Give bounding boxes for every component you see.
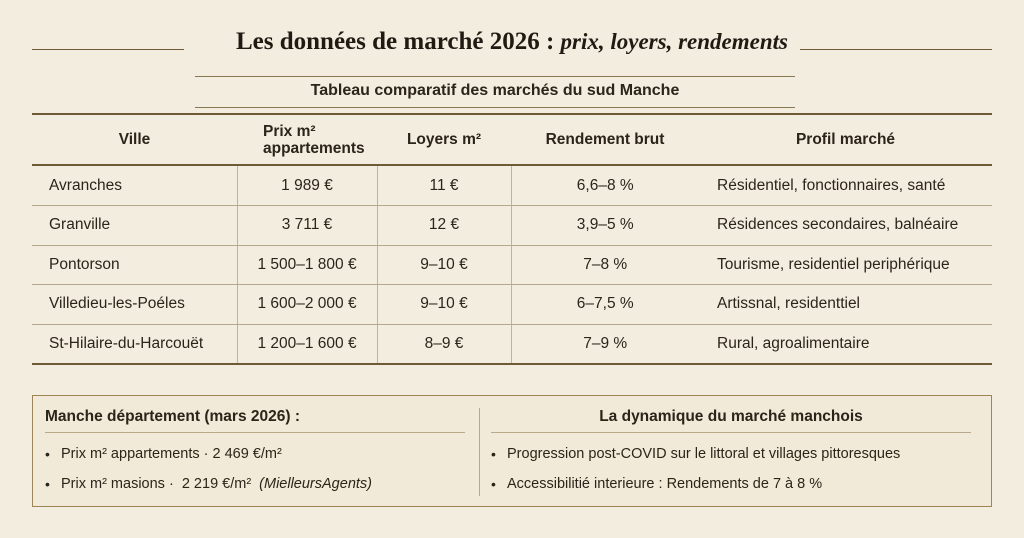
cell-prix: 1 500–1 800 € bbox=[237, 245, 377, 285]
summary-box bbox=[32, 395, 992, 507]
departement-item-label: Prix m² masions · 2 219 €/m² bbox=[61, 476, 252, 492]
cell-ville: St-Hilaire-du-Harcouët bbox=[32, 324, 237, 364]
bullet-icon: • bbox=[491, 446, 496, 462]
dynamique-rule bbox=[491, 432, 971, 433]
cell-loyer: 12 € bbox=[377, 206, 511, 246]
header-loyers: Loyers m² bbox=[406, 131, 482, 148]
subtitle-rule-bottom bbox=[195, 107, 795, 108]
cell-rendement: 6,6–8 % bbox=[511, 166, 699, 206]
header-prix-line1: Prix m² bbox=[263, 122, 316, 140]
table-row bbox=[32, 166, 992, 206]
cell-profil: Résidentiel, fonctionnaires, santé bbox=[699, 166, 992, 206]
cell-prix: 1 989 € bbox=[237, 166, 377, 206]
page-title-main: Les données de marché 2026 : bbox=[236, 28, 555, 55]
cell-loyer: 8–9 € bbox=[377, 324, 511, 364]
page-header bbox=[32, 22, 992, 62]
cell-prix: 3 711 € bbox=[237, 206, 377, 246]
dynamique-panel bbox=[491, 404, 971, 499]
table-row bbox=[32, 245, 992, 285]
cell-prix: 1 200–1 600 € bbox=[237, 324, 377, 364]
bullet-icon: • bbox=[45, 446, 50, 462]
cell-rendement: 7–8 % bbox=[511, 245, 699, 285]
cell-profil: Résidences secondaires, balnéaire bbox=[699, 206, 992, 246]
cell-ville: Granville bbox=[32, 206, 237, 246]
header-profil: Profil marché bbox=[795, 131, 896, 148]
header-prix-line2: appartements bbox=[263, 139, 365, 157]
table-header-row bbox=[32, 115, 992, 164]
cell-prix: 1 600–2 000 € bbox=[237, 285, 377, 325]
header-ville: Ville bbox=[118, 131, 151, 148]
title-rule-right bbox=[800, 49, 992, 50]
page-title-italic: prix, loyers, rendements bbox=[560, 29, 788, 54]
dynamique-title: La dynamique du marché manchois bbox=[599, 408, 863, 425]
cell-loyer: 11 € bbox=[377, 166, 511, 206]
box-divider bbox=[479, 408, 480, 496]
table-row bbox=[32, 285, 992, 325]
subtitle-rule-top bbox=[195, 76, 795, 77]
page-title bbox=[236, 28, 788, 56]
cell-loyer: 9–10 € bbox=[377, 245, 511, 285]
list-item bbox=[491, 469, 971, 499]
dynamique-item-label: Accessibilitié interieure : Rendements de 7 à 8 % bbox=[507, 476, 823, 492]
departement-item-source: (MielleursAgents) bbox=[259, 476, 372, 492]
cell-profil: Rural, agroalimentaire bbox=[699, 324, 992, 364]
cell-rendement: 6–7,5 % bbox=[511, 285, 699, 325]
cell-profil: Artissnal, resident​tiel bbox=[699, 285, 992, 325]
cell-rendement: 3,9–5 % bbox=[511, 206, 699, 246]
table-row bbox=[32, 324, 992, 364]
cell-ville: Villedieu-les-Poéles bbox=[32, 285, 237, 325]
departement-item-label: Prix m² appartements · 2 469 €/m² bbox=[61, 446, 282, 462]
departement-panel bbox=[45, 404, 465, 499]
dynamique-item-label: Progression post-COVID sur le littoral et villages pittoresques bbox=[507, 446, 901, 462]
title-rule-left bbox=[32, 49, 184, 50]
cell-ville: Pontorson bbox=[32, 245, 237, 285]
departement-title: Manche département (mars 2026) : bbox=[45, 408, 300, 425]
departement-rule bbox=[45, 432, 465, 433]
list-item bbox=[45, 469, 465, 499]
bullet-icon: • bbox=[45, 476, 50, 492]
cell-loyer: 9–10 € bbox=[377, 285, 511, 325]
table-subtitle: Tableau comparatif des marchés du sud Manche bbox=[310, 82, 680, 99]
cell-ville: Avranches bbox=[32, 166, 237, 206]
market-table bbox=[32, 113, 992, 365]
bullet-icon: • bbox=[491, 476, 496, 492]
table-row bbox=[32, 206, 992, 246]
cell-rendement: 7–9 % bbox=[511, 324, 699, 364]
list-item bbox=[491, 439, 971, 469]
cell-profil: Tourisme, residentiel periphérique bbox=[699, 245, 992, 285]
header-rendement: Rendement brut bbox=[545, 131, 665, 148]
list-item bbox=[45, 439, 465, 469]
header-prix bbox=[237, 115, 377, 164]
